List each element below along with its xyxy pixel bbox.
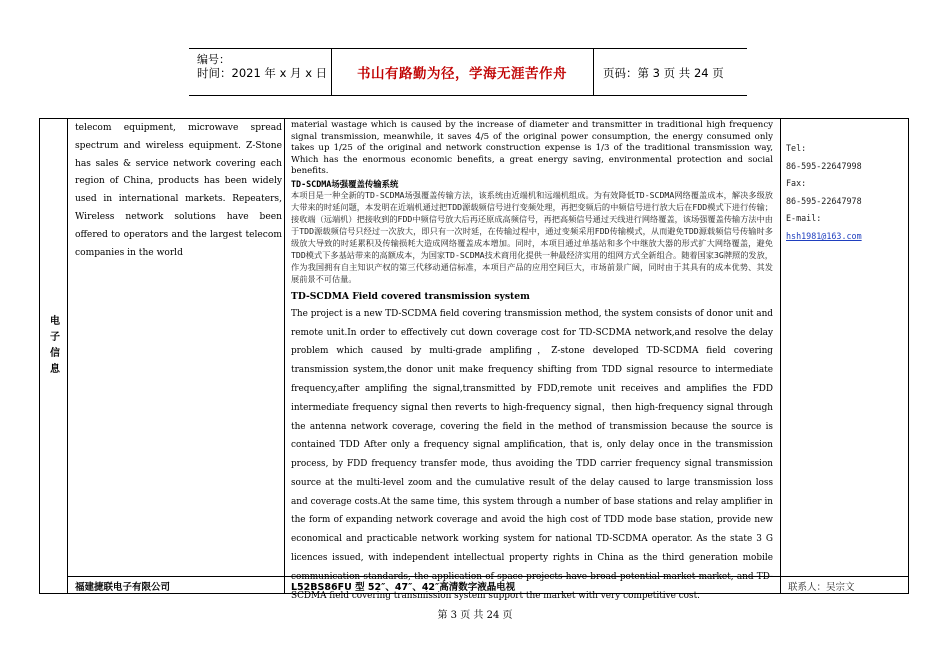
header-page-info: 页码：第 3 页 共 24 页 xyxy=(603,66,724,80)
table-border-top xyxy=(39,118,909,119)
project-intro-en: material wastage which is caused by the increase of diameter and transmitter in traditional high frequency signal transmission, meanwhile, it saves 4/5 of the original power consumption, the energy consumed only takes up 1/25 of the original and network construction expense is 1/3 of the traditional transmission way, Which has the enormous economic benefits, a great energy saving, environmental protection and social benefits. xyxy=(291,120,773,177)
page-header xyxy=(189,48,747,96)
next-company-name: 福建捷联电子有限公司 xyxy=(75,582,171,593)
category-cell xyxy=(39,118,67,576)
project-title-en: TD-SCDMA Field covered transmission system xyxy=(291,290,530,302)
header-divider xyxy=(593,48,594,96)
header-top-rule xyxy=(189,48,747,49)
next-contact-person: 联系人：吴宗文 xyxy=(788,582,855,593)
document-code-label: 编号： xyxy=(197,53,230,66)
tel-label: Tel: xyxy=(786,143,807,153)
email-label: E-mail: xyxy=(786,213,822,224)
table-border-right xyxy=(908,118,909,594)
fax-label: Fax: xyxy=(786,178,807,189)
contact-info xyxy=(786,140,904,246)
category-label: 电子信息 xyxy=(47,315,59,379)
header-bottom-rule xyxy=(189,95,747,96)
project-description xyxy=(291,120,773,605)
page-footer: 第 3 页 共 24 页 xyxy=(437,610,513,621)
tel-value: 86-595-22647998 xyxy=(786,160,862,171)
fax-value: 86-595-22647978 xyxy=(786,195,862,206)
table-column-divider xyxy=(67,118,68,594)
table-column-divider xyxy=(780,118,781,594)
company-intro: telecom equipment, microwave spread spectrum and wireless equipment. Z-Stone has sales & service network covering each region of China, products has been widely used in international markets. Repeaters, Wireless network solutions have been offered to operators and the largest telecom companies in the world xyxy=(75,123,282,258)
email-link[interactable]: hsh1981@163.com xyxy=(786,230,862,241)
project-table xyxy=(39,118,909,601)
project-body-en: The project is a new TD-SCDMA field covering transmission method, the system consists of donor unit and remote unit.In order to effectively cut down coverage cost for TD-SCDMA network,and resolve the delay problem which caused by multi-grade amplifing，Z-stone developed TD-SCDMA field covering transmission system,the donor unit make frequency shifting from TDD signal resource to intermediate frequency,after amplifing the signal,transmitted by FDD,remote unit receives and amplifies the FDD intermediate frequency signal then reverts to high-frequency signal，then high-frequency signal through the antenna network coverage, covering the field in the method of transmission because the source is contained TDD After only a frequency signal amplification, that is, only delay once in the transmission process, by FDD frequency transfer mode, thus avoiding the TDD carrier frequency signal transmission source at the multi-level zoom and the cumulative result of the delay caused to large transmission loss and coverage costs.At the same time, this system through a number of base stations and relay amplifier in the form of expanding network coverage and avoid the high cost of TDD mode base station, provide new economical and practicable network working system for national TD-SCDMA operator. As the state 3 G licences issued, with independent intellectual property rights in China as the third generation mobile communication standards, the application of space projects have broad potential market market, and TD-SCDMA field covering transmission system support the market with very competitive cost. xyxy=(291,308,773,601)
header-motto: 书山有路勤为径，学海无涯苦作舟 xyxy=(357,66,567,82)
project-body-cn: 本项目是一种全新的TD-SCDMA场强覆盖传输方法，该系统由近端机和远端机组成。为有效降低TD-SCDMA网络覆盖成本，解决多级放大带来的时延问题，本发明在近端机通过把TDD源载频信号进行变频处理，再把变频后的中频信号进行放大后在FDD模式下进行传输；接收端（远端机）把接收到的FDD中频信号放大后再还原成高频信号，再把高频信号通过天线进行网络覆盖，该场强覆盖传输方法中由于TDD源载频信号只经过一次放大，即只有一次时延，在传输过程中，通过变频采用FDD传输模式，从而避免TDD源载频信号传输时多级放大导致的时延累积及传输损耗大造成网络覆盖成本增加。同时，本项目通过单基站和多个中继放大器的形式扩大网络覆盖，避免TDD模式下多基站带来的高额成本，为国家TD-SCDMA技术商用化提供一种最经济实用的组网方式全新组合。随着国家3G牌照的发放，作为我国拥有自主知识产权的第三代移动通信标准，本项目产品的应用空间巨大，市场前景广阔，同时由于其具有的成本优势、其发展前景不可估量。 xyxy=(291,190,773,284)
project-title-cn: TD-SCDMA场强覆盖传输系统 xyxy=(291,178,399,189)
table-column-divider xyxy=(284,118,285,594)
next-product-name: L52BS86FU 型 52″、47″、42″高清数字液晶电视 xyxy=(291,582,516,593)
document-date: 时间：2021 年 x 月 x 日 xyxy=(197,66,328,80)
